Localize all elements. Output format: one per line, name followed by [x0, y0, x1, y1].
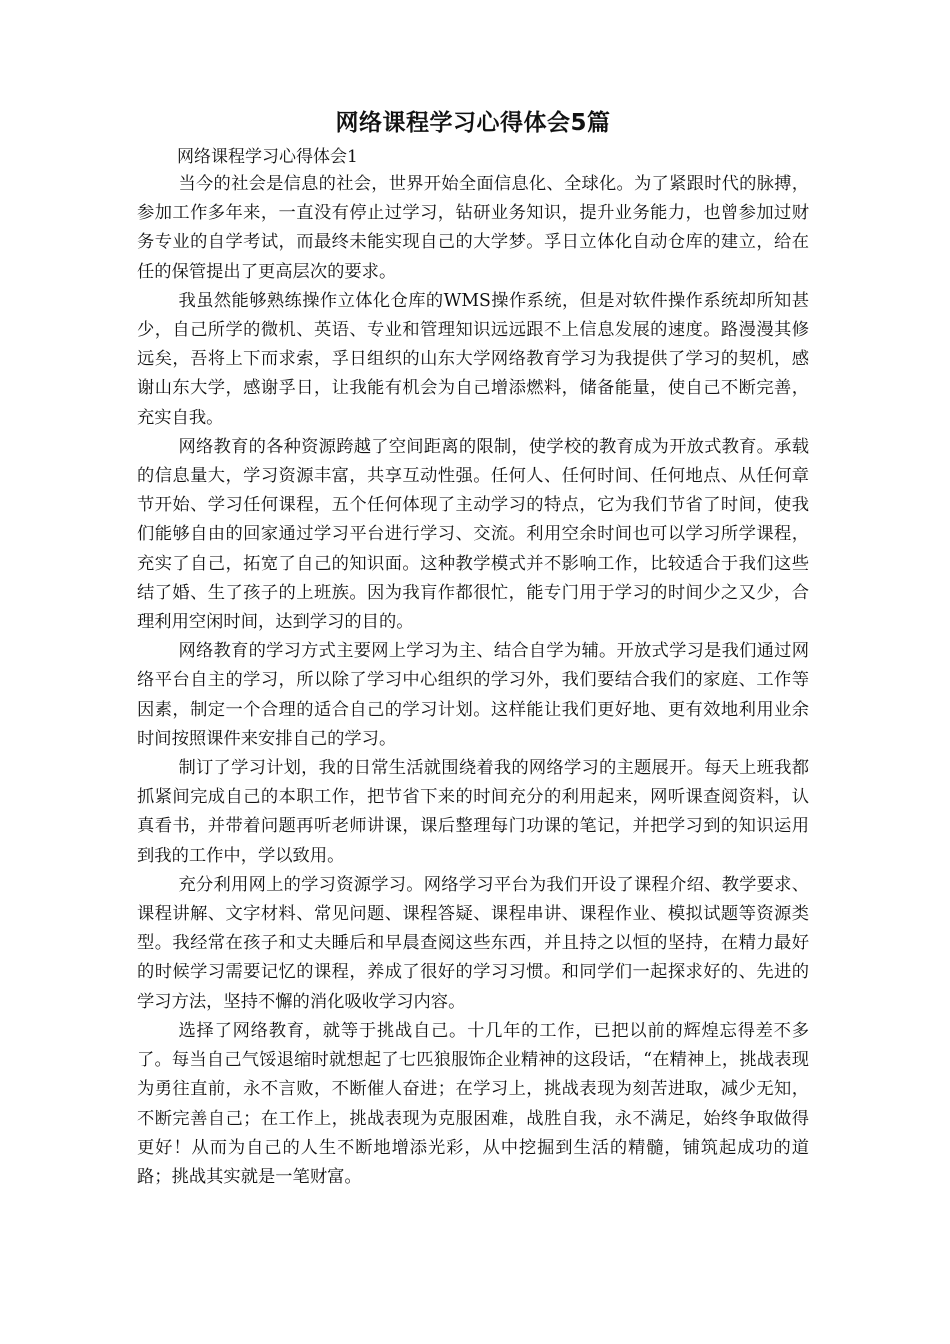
- paragraph-3: 网络教育的各种资源跨越了空间距离的限制，使学校的教育成为开放式教育。承载的信息量大，学习资源丰富，共享互动性强。任何人、任何时间、任何地点、从任何章节开始、学习任何课程，五个任何体现了主动学习的特点，它为我们节省了时间，使我们能够自由的回家通过学习平台进行学习、交流。利用空余时间也可以学习所学课程，充实了自己，拓宽了自己的知识面。这种教学模式并不影响工作，比较适合于我们这些结了婚、生了孩子的上班族。因为我肓作都很忙，能专门用于学习的时间少之又少，合理利用空闲时间，达到学习的目的。: [137, 436, 809, 633]
- paragraph-6: 充分利用网上的学习资源学习。网络学习平台为我们开设了课程介绍、教学要求、课程讲解、文字材料、常见问题、课程答疑、课程串讲、课程作业、模拟试题等资源类型。我经常在孩子和丈夫睡后和早晨查阅这些东西，并且持之以恒的坚持，在精力最好的时候学习需要记忆的课程，养成了很好的学习习惯。和同学们一起探求好的、先进的学习方法，坚持不懈的消化吸收学习内容。: [137, 874, 809, 1012]
- paragraph-4: 网络教育的学习方式主要网上学习为主、结合自学为辅。开放式学习是我们通过网络平台自主的学习，所以除了学习中心组织的学习外，我们要结合我们的家庭、工作等因素，制定一个合理的适合自己的学习计划。这样能让我们更好地、更有效地利用业余时间按照课件来安排自己的学习。: [137, 641, 809, 749]
- paragraph-7: 选择了网络教育，就等于挑战自己。十几年的工作，已把以前的辉煌忘得差不多了。每当自己气馁退缩时就想起了七匹狼服饰企业精神的这段话，“在精神上，挑战表现为勇往直前，永不言败，不断催人奋进；在学习上，挑战表现为刻苦进取，减少无知，不断完善自己；在工作上，挑战表现为克服困难，战胜自我，永不满足，始终争取做得更好！从而为自己的人生不断地增添光彩，从中挖掘到生活的精髓，铺筑起成功的道路；挑战其实就是一笔财富。: [137, 1020, 809, 1187]
- paragraph-2: 我虽然能够熟练操作立体化仓库的WMS操作系统，但是对软件操作系统却所知甚少，自己所学的微机、英语、专业和管理知识远远跟不上信息发展的速度。路漫漫其修远矣，吾将上下而求索，孚日组织的山东大学网络教育学习为我提供了学习的契机，感谢山东大学，感谢孚日，让我能有机会为自己增添燃料，储备能量，使自己不断完善，充实自我。: [137, 290, 809, 428]
- document-page: [137, 106, 809, 1192]
- section-subtitle: 网络课程学习心得体会1: [177, 147, 358, 167]
- paragraph-5: 制订了学习计划，我的日常生活就围绕着我的网络学习的主题展开。每天上班我都抓紧间完成自己的本职工作，把节省下来的时间充分的利用起来，网听课查阅资料，认真看书，并带着问题再听老师讲课，课后整理每门功课的笔记，并把学习到的知识运用到我的工作中，学以致用。: [137, 758, 809, 866]
- paragraph-1: 当今的社会是信息的社会，世界开始全面信息化、全球化。为了紧跟时代的脉搏，参加工作多年来，一直没有停止过学习，钻研业务知识，提升业务能力，也曾参加过财务专业的自学考试，而最终未能实现自己的大学梦。孚日立体化自动仓库的建立，给在任的保管提出了更高层次的要求。: [137, 174, 809, 282]
- document-title: 网络课程学习心得体会5篇: [335, 110, 611, 136]
